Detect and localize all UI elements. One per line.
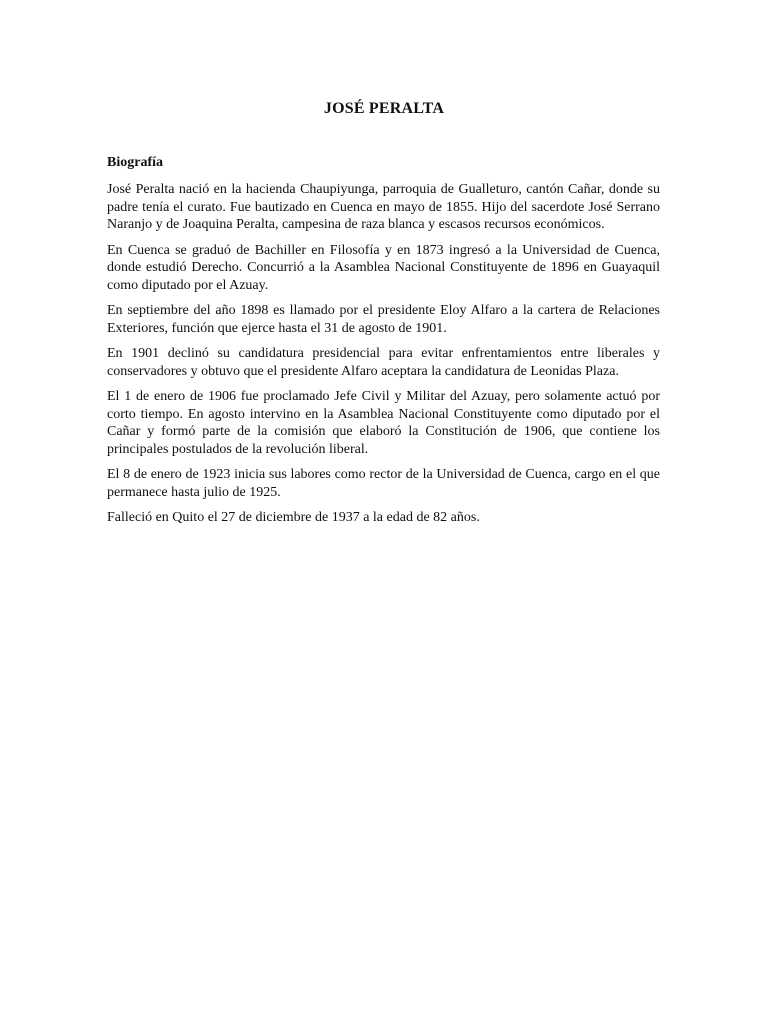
paragraph-candidacy: En 1901 declinó su candidatura presidencial para evitar enfrentamientos entre liberales y conservadores y obtuvo que el presidente Alfaro aceptara la candidatura de Leonidas Plaza. [107,346,660,379]
paragraph-azuay-chief: El 1 de enero de 1906 fue proclamado Jefe Civil y Militar del Azuay, pero solamente actuó por corto tiempo. En agosto intervino en la Asamblea Nacional Constituyente como diputado por el Cañar y formó parte de la comisión que elaboró la Constitución de 1906, que contiene los principales postulados de la revolución liberal. [107,389,660,457]
document-title: JOSÉ PERALTA [323,100,445,117]
paragraph-education: En Cuenca se graduó de Bachiller en Filosofía y en 1873 ingresó a la Universidad de Cuenca, donde estudió Derecho. Concurrió a la Asamblea Nacional Constituyente de 1896 en Guayaquil como diputado por el Azuay. [107,242,660,293]
paragraph-rector: El 8 de enero de 1923 inicia sus labores como rector de la Universidad de Cuenca, cargo en el que permanece hasta julio de 1925. [107,467,660,500]
paragraph-foreign-affairs: En septiembre del año 1898 es llamado por el presidente Eloy Alfaro a la cartera de Relaciones Exteriores, función que ejerce hasta el 31 de agosto de 1901. [107,303,660,336]
paragraph-death: Falleció en Quito el 27 de diciembre de 1937 a la edad de 82 años. [107,510,480,525]
paragraph-birth: José Peralta nació en la hacienda Chaupiyunga, parroquia de Gualleturo, cantón Cañar, donde su padre tenía el curato. Fue bautizado en Cuenca en mayo de 1855. Hijo del sacerdote José Serrano Naranjo y de Joaquina Peralta, campesina de raza blanca y escasos recursos económicos. [107,182,660,232]
document-body [107,154,660,535]
section-heading: Biografía [107,155,163,170]
